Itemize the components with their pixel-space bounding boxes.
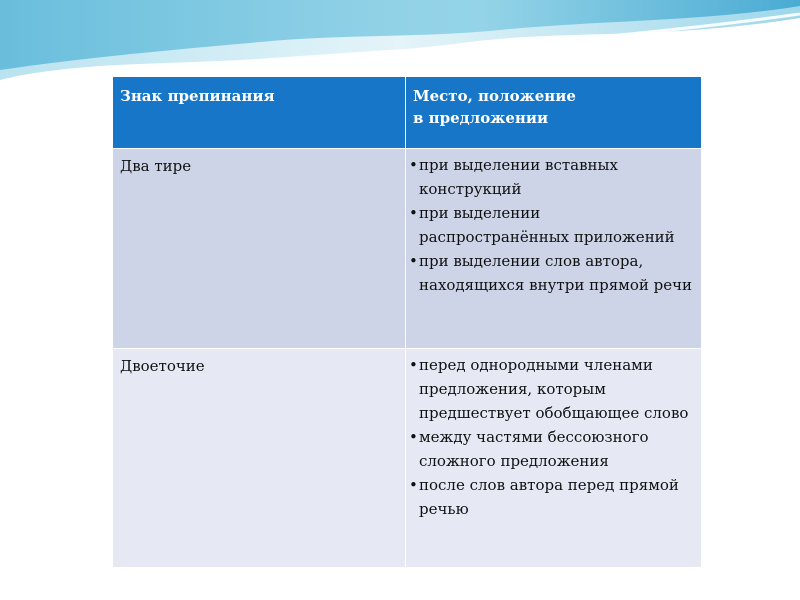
header-text-line: в предложении bbox=[413, 109, 549, 127]
bullet-icon: • bbox=[409, 156, 418, 174]
header-text-line: Место, положение bbox=[413, 87, 576, 105]
bullet-icon: • bbox=[409, 428, 418, 446]
list-item-text: после слов автора перед прямой речью bbox=[419, 476, 679, 518]
bullet-icon: • bbox=[409, 356, 418, 374]
list-item-text: при выделении вставных конструкций bbox=[419, 156, 618, 198]
list-item-text: перед однородными членами предложения, которым предшествует обобщающее слово bbox=[419, 356, 689, 422]
sign-cell: Два тире bbox=[113, 149, 406, 349]
bullet-icon: • bbox=[409, 204, 418, 222]
list-item bbox=[408, 353, 693, 425]
header-text-line: Знак препинания bbox=[120, 87, 275, 105]
list-item bbox=[408, 153, 693, 201]
list-item-text: при выделении слов автора, находящихся внутри прямой речи bbox=[419, 252, 693, 294]
table-row bbox=[113, 149, 702, 349]
place-list bbox=[408, 153, 693, 297]
place-cell bbox=[406, 149, 702, 349]
list-item-text: при выделении распространённых приложений bbox=[419, 204, 675, 246]
header-cell-sign bbox=[113, 77, 406, 149]
header-cell-place bbox=[406, 77, 702, 149]
bullet-icon: • bbox=[409, 476, 418, 494]
list-item bbox=[408, 249, 693, 297]
list-item bbox=[408, 201, 693, 249]
bullet-icon: • bbox=[409, 252, 418, 270]
place-cell bbox=[406, 349, 702, 568]
list-item bbox=[408, 425, 693, 473]
list-item bbox=[408, 473, 693, 521]
place-list bbox=[408, 353, 693, 521]
list-item-text: между частями бессоюзного сложного предложения bbox=[419, 428, 649, 470]
table-row bbox=[113, 349, 702, 568]
sign-cell: Двоеточие bbox=[113, 349, 406, 568]
punctuation-table bbox=[112, 76, 702, 568]
table-header-row bbox=[113, 77, 702, 149]
